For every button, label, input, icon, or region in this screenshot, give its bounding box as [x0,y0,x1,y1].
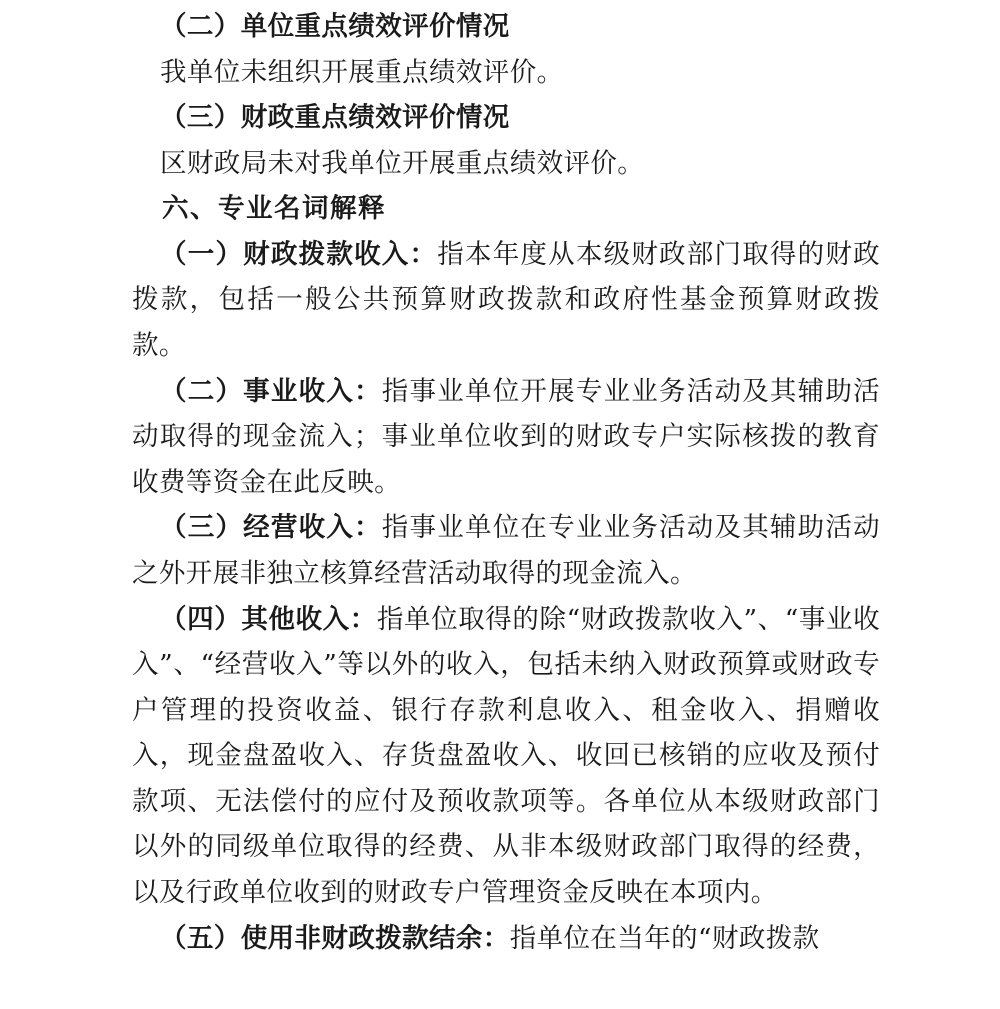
term-lead-non-fiscal-surplus: （五）使用非财政拨款结余： [160,922,510,954]
paragraph-term-non-fiscal-surplus [132,916,880,962]
paragraph-finance-key-performance: 区财政局未对我单位开展重点绩效评价。 [160,147,645,179]
sub-heading-unit-key-performance: （二）单位重点绩效评价情况 [160,11,510,42]
paragraph-term-other-income [132,597,880,916]
paragraph-term-business-income [132,505,880,596]
term-text-operating-institution-income: 指事业单位开展专业业务活动及其辅助活动取得的现金流入；事业单位收到的财政专户实际核拨的教育收费等资金在此反映。 [132,375,881,498]
term-text-other-income: 指单位取得的除“财政拨款收入”、“事业收入”、“经营收入”等以外的收入，包括未纳入财政预算或财政专户管理的投资收益、银行存款利息收入、租金收入、捐赠收入，现金盘盈收入、存货盘盈收入、收回已核销的应收及预付款项、无法偿付的应付及预收款项等。各单位从本级财政部门以外的同级单位取得的经费、从非本级财政部门取得的经费，以及行政单位收到的财政专户管理资金反映在本项内。 [132,603,880,908]
paragraph-term-operating-institution-income [132,369,880,506]
section-heading-terminology: 六、专业名词解释 [162,193,386,225]
term-text-business-income: 指事业单位在专业业务活动及其辅助活动之外开展非独立核算经营活动取得的现金流入。 [132,512,881,589]
term-text-fiscal-appropriation-income: 指本年度从本级财政部门取得的财政拨款，包括一般公共预算财政拨款和政府性基金预算财政拨款。 [132,238,881,362]
term-text-non-fiscal-surplus: 指单位在当年的“财政拨款 [509,922,820,954]
paragraph-term-fiscal-appropriation-income [132,232,880,369]
paragraph-unit-key-performance: 我单位未组织开展重点绩效评价。 [160,56,564,88]
document-body [132,4,880,961]
term-lead-operating-institution-income: （二）事业收入： [160,375,382,407]
term-lead-fiscal-appropriation-income: （一）财政拨款收入： [160,238,438,270]
term-lead-other-income: （四）其他收入： [160,603,377,635]
sub-heading-finance-key-performance: （三）财政重点绩效评价情况 [160,102,510,134]
term-lead-business-income: （三）经营收入： [160,512,382,544]
